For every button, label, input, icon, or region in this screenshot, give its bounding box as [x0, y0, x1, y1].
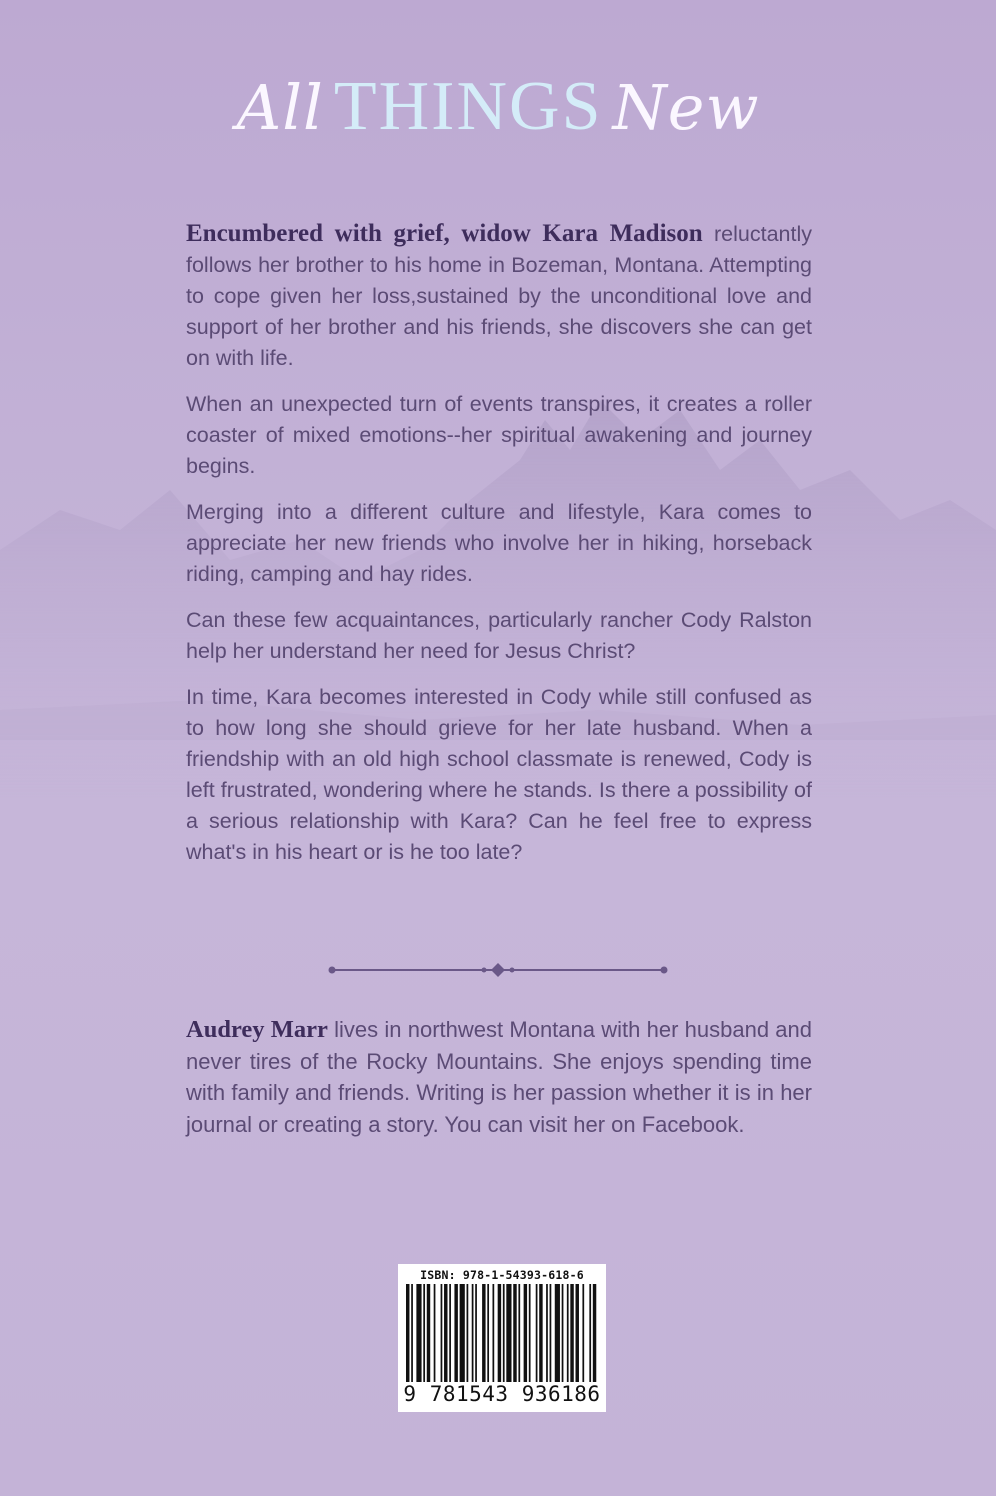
barcode-bar [589, 1284, 591, 1382]
barcode-bar [503, 1284, 505, 1382]
barcode-bar [434, 1284, 436, 1382]
ornamental-divider [326, 958, 670, 982]
title-word-new: New [612, 71, 760, 144]
barcode-bar [441, 1284, 443, 1382]
book-title [0, 68, 996, 145]
isbn-barcode [398, 1264, 606, 1412]
barcode-bar [472, 1284, 474, 1382]
barcode-bar [562, 1284, 564, 1382]
barcode-bar [506, 1284, 511, 1382]
barcode-bar [416, 1284, 421, 1382]
barcode-bar [582, 1284, 584, 1382]
barcode-bar [423, 1284, 425, 1382]
barcode-bar [487, 1284, 489, 1382]
blurb-paragraph-1 [186, 218, 812, 374]
barcode-digits: 9 781543 936186 [403, 1382, 601, 1406]
barcode-bar [550, 1284, 552, 1382]
isbn-label: ISBN: 978-1-54393-618-6 [420, 1268, 584, 1282]
book-blurb [186, 218, 812, 883]
barcode-bar [411, 1284, 413, 1382]
barcode-bar [524, 1284, 527, 1382]
barcode-bar [482, 1284, 485, 1382]
author-bio-text: lives in northwest Montana with her husband and never tires of the Rocky Mountains. She enjoys spending time with family and friends. Writing is her passion whether it is in her journal or creating a story. You can visit her on Facebook. [186, 1017, 813, 1137]
blurb-paragraph-5: In time, Kara becomes interested in Cody while still confused as to how long she should grieve for her late husband. When a friendship with an old high school classmate is renewed, Cody is left frustrated, wondering where he stands. Is there a possibility of a serious relationship with Kara? Can he feel free to express what's in his heart or is he too late? [186, 685, 812, 864]
barcode-bar [513, 1284, 516, 1382]
barcode-bar [467, 1284, 469, 1382]
blurb-lead-sentence: Encumbered with grief, widow Kara Madison [186, 220, 703, 247]
blurb-paragraph-2: When an unexpected turn of events transpires, it creates a roller coaster of mixed emotions--her spiritual awakening and journey begins. [186, 392, 812, 478]
barcode-bar [570, 1284, 573, 1382]
title-word-all: All [236, 71, 324, 144]
barcode-bar [576, 1284, 579, 1382]
barcode-bar [529, 1284, 531, 1382]
barcode-bar [427, 1284, 430, 1382]
barcode-bar [555, 1284, 560, 1382]
author-bio [186, 1014, 812, 1140]
author-name: Audrey Marr [186, 1016, 328, 1043]
barcode-bar [492, 1284, 494, 1382]
barcode-bar [593, 1284, 596, 1382]
blurb-paragraph-4: Can these few acquaintances, particularly rancher Cody Ralston help her understand her need for Jesus Christ? [186, 608, 812, 663]
barcode-bar [536, 1284, 538, 1382]
barcode-bar [498, 1284, 501, 1382]
barcode-bar [567, 1284, 569, 1382]
blurb-paragraph-1-text: reluctantly follows her brother to his home in Bozeman, Montana. Attempting to cope given her loss,sustained by the unconditional love and support of her brother and his friends, she discovers she can get on with life. [186, 222, 812, 370]
barcode-bar [475, 1284, 477, 1382]
barcode-bar [454, 1284, 457, 1382]
barcode-bar [546, 1284, 548, 1382]
barcode-bar [449, 1284, 451, 1382]
blurb-paragraph-3: Merging into a different culture and lifestyle, Kara comes to appreciate her new friends who involve her in hiking, horseback riding, camping and hay rides. [186, 500, 812, 586]
barcode-bar [460, 1284, 465, 1382]
title-word-things: THINGS [333, 68, 603, 145]
barcode-bar [518, 1284, 520, 1382]
barcode-icon [406, 1284, 598, 1382]
barcode-bar [444, 1284, 447, 1382]
barcode-bar [406, 1284, 409, 1382]
barcode-bar [539, 1284, 542, 1382]
